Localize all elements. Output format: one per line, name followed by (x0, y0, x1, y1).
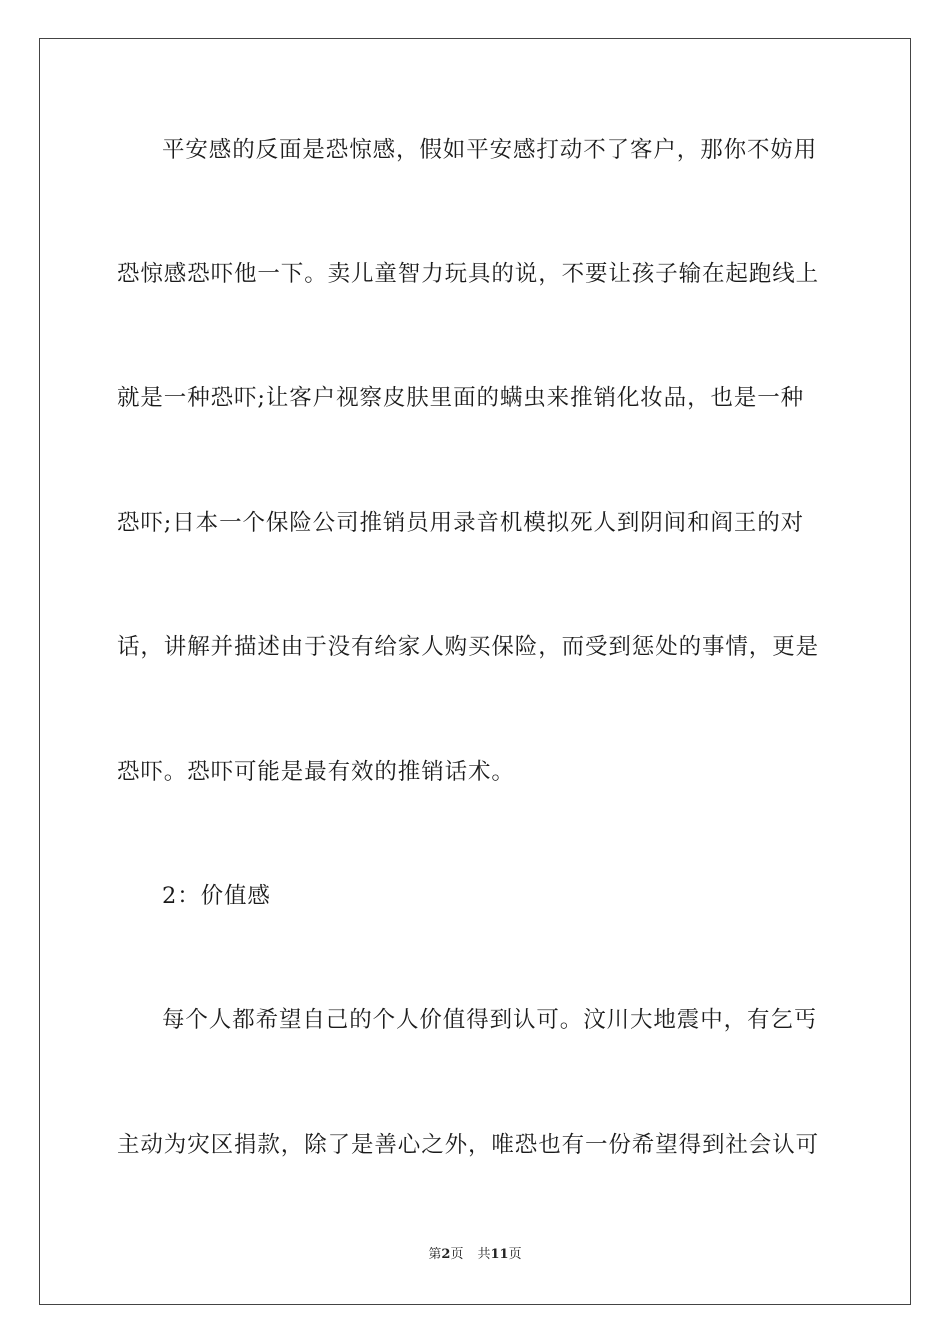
total-pages: 11 (490, 1247, 509, 1262)
paragraph-line-4: 恐吓;日本一个保险公司推销员用录音机模拟死人到阴间和阎王的对 (117, 510, 805, 536)
section-heading: 2：价值感 (162, 883, 271, 909)
paragraph-line-3: 就是一种恐吓;让客户视察皮肤里面的螨虫来推销化妆品，也是一种 (117, 385, 805, 411)
total-suffix: 页 (508, 1247, 522, 1262)
paragraph-line-7: 每个人都希望自己的个人价值得到认可。汶川大地震中，有乞丐 (162, 1007, 818, 1033)
paragraph-line-1: 平安感的反面是恐惊感，假如平安感打动不了客户，那你不妨用 (162, 137, 818, 163)
page-suffix: 页 (450, 1247, 464, 1262)
page-border (39, 38, 911, 1305)
paragraph-line-6: 恐吓。恐吓可能是最有效的推销话术。 (117, 759, 515, 785)
page-footer (0, 1245, 950, 1265)
total-prefix: 共 (477, 1247, 491, 1262)
page-prefix: 第 (428, 1247, 442, 1262)
page-number: 2 (441, 1247, 451, 1262)
paragraph-line-2: 恐惊感恐吓他一下。卖儿童智力玩具的说，不要让孩子输在起跑线上 (117, 261, 820, 287)
paragraph-line-5: 话，讲解并描述由于没有给家人购买保险，而受到惩处的事情，更是 (117, 634, 820, 660)
paragraph-line-8: 主动为灾区捐款，除了是善心之外，唯恐也有一份希望得到社会认可 (117, 1132, 820, 1158)
